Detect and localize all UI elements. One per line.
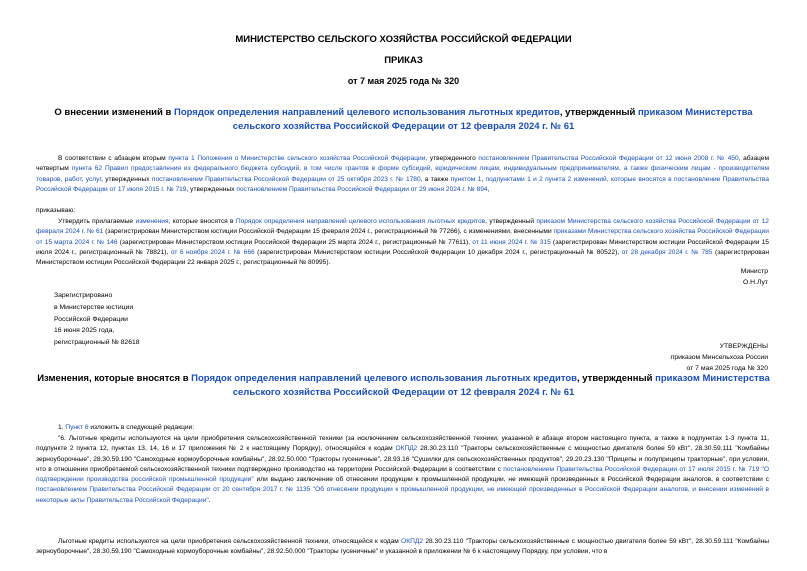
registration-block — [54, 290, 140, 349]
link-order-785[interactable]: от 28 декабря 2024 г. № 785 — [621, 248, 713, 256]
orders-word: приказываю: — [36, 207, 76, 214]
approve-text: (зарегистрирован Министерством юстиции Российской Федерации 10 декабря 2024 г., регистрационный № 80522), — [254, 248, 622, 256]
order-date-number: от 7 мая 2025 года № 320 — [347, 76, 460, 86]
link-procedure[interactable]: Порядок определения направлений целевого использования льготных кредитов — [235, 218, 486, 225]
item-number: 1. — [58, 424, 66, 431]
preamble-text: , утвержденных — [101, 175, 152, 183]
preamble-text: , абзацем четвертым — [36, 155, 770, 173]
approve-text: , утвержденный — [485, 218, 537, 225]
title-text: , утвержденный — [559, 107, 638, 118]
changes-title-text: , утвержденный — [577, 373, 656, 384]
registration-line: 16 июня 2025 года, — [54, 327, 115, 335]
link-order-146[interactable]: приказами Министерства сельского хозяйства Российской Федерации от 15 марта 2024 г. № 146 — [36, 228, 769, 246]
approved-line: от 7 мая 2025 года № 320 — [686, 365, 768, 372]
approve-text: (зарегистрирован Министерством юстиции Российской Федерации 15 февраля 2024 г., регистрационный № 77266), с изменениями, внесенными — [103, 228, 554, 236]
approve-text: (зарегистрирован Министерством юстиции Российской Федерации 22 января 2025 г., регистрационный № 80995). — [36, 248, 770, 267]
approved-block — [671, 341, 768, 374]
approve-text: (зарегистрирован Министерством юстиции Российской Федерации 25 марта 2024 г., регистрационный № 77611), — [117, 238, 473, 246]
link-okpd2[interactable]: ОКПД2 — [395, 445, 418, 453]
approve-paragraph — [36, 217, 769, 268]
link-order-61[interactable]: приказом Министерства сельского хозяйства Российской Федерации от 12 февраля 2024 г. № 61 — [36, 218, 769, 236]
changes-title — [30, 372, 777, 400]
quote-text: 28.30.23.110 "Тракторы сельскохозяйственные с мощностью двигателя более 59 кВт", 28.30.59.111 "Комбайны зерноуборочные", 28.30.59.190 "Самоходные кормоуборочные комбайны", 28.92.50.000 "Тракторы гусеничные" и указанной в приложении № 6 к настоящему Порядку, при условии, что в — [36, 538, 770, 556]
signature-block — [741, 266, 768, 288]
link-resolution-1135[interactable]: постановлением Правительства Российской Федерации от 20 сентября 2017 г. № 1135 "Об отнесении продукции к промышленной продукции, не имеющей произведенных в Российской Федерации аналогов, и внесении изменений в некоторые акты Правительства Российской Федерации" — [36, 486, 769, 504]
changes-link-procedure[interactable]: Порядок определения направлений целевого использования льготных кредитов — [191, 373, 577, 384]
link-resolution-1780[interactable]: постановлением Правительства Российской Федерации от 25 октября 2023 г. № 1780 — [151, 175, 421, 183]
preamble-text: , утвержденного — [425, 155, 479, 162]
preamble-text: , — [487, 185, 490, 193]
title-link-order-61[interactable]: приказом Министерства сельского хозяйства Российской Федерации от 12 февраля 2024 г. № 61 — [232, 107, 753, 132]
link-point-6[interactable]: Пункт 6 — [65, 424, 89, 431]
link-order-315[interactable]: от 11 июня 2024 г. № 315 — [472, 238, 551, 246]
changes-title-text: Изменения, которые вносятся в — [37, 373, 192, 384]
approve-text: Утвердить прилагаемые — [58, 218, 136, 225]
preamble-text: В соответствии с абзацем вторым — [58, 155, 169, 162]
quote-text: Льготные кредиты используются на цели приобретения сельскохозяйственной техники, относящейся к кодам — [58, 538, 402, 545]
quote-paragraph — [36, 434, 769, 506]
registration-line: Зарегистрировано — [54, 292, 113, 299]
link-resolution-450[interactable]: постановлением Правительства Российской Федерации от 12 июня 2008 г. № 450 — [478, 155, 739, 162]
quote-text: 28.30.23.110 "Тракторы сельскохозяйственные с мощностью двигателя более 59 кВт", 28.30.59.111 "Комбайны зерноуборочные", 28.30.59.190 "Самоходные кормоуборочные комбайны", 28.92.50.000 "Тракторы гусеничные", 28.93.16 "Сушилки для сельскохозяйственных продуктов", 29.20.23.130 "Прицепы и полуприцепы тракторные", при условии, что в отношении приобретаемой сельскохозяйственной техники подтверждено производство на территории Российской Федерации в соответствии с — [36, 445, 769, 473]
approve-text: (зарегистрирован Министерством юстиции Российской Федерации 15 июля 2024 г., регистрационный № 78821), — [36, 238, 769, 256]
link-changes[interactable]: изменения — [135, 218, 169, 225]
item-1 — [36, 423, 769, 433]
ministry-heading: МИНИСТЕРСТВО СЕЛЬСКОГО ХОЗЯЙСТВА РОССИЙСКОЙ ФЕДЕРАЦИИ — [235, 34, 572, 45]
link-subpoints-1-2[interactable]: подпунктами 1 и 2 пункта 2 изменений, которые вносятся в постановление Правительства Российской Федерации от 17 июля 2015 г. № 719 — [36, 175, 770, 193]
link-ministry-regulation[interactable]: пункта 1 Положения о Министерстве сельского хозяйства Российской Федерации — [168, 155, 426, 162]
title-link-procedure[interactable]: Порядок определения направлений целевого использования льготных кредитов — [173, 107, 560, 118]
approve-text: , которые вносятся в — [168, 218, 236, 225]
changes-link-order-61[interactable]: приказом Министерства сельского хозяйства Российской Федерации от 12 февраля 2024 г. № 61 — [232, 373, 770, 398]
signature-role: Министр — [740, 268, 768, 275]
preamble-text: , утвержденных — [186, 185, 237, 193]
link-resolution-894[interactable]: постановлением Правительства Российской Федерации от 29 июня 2024 г. № 894 — [236, 185, 488, 193]
doc-type-heading: ПРИКАЗ — [384, 55, 423, 66]
quote-text: или выдано заключение об отнесении продукции к промышленной продукции, не имеющей произведенных в Российской Федерации аналогов, в соответствии с — [253, 476, 769, 484]
link-subsidy-rules[interactable]: пункта 62 Правил предоставления из федерального бюджета субсидий, в том числе грантов в форме субсидий, юридическим лицам, индивидуальным предпринимателям, а также физическим лицам - производителям товаров, работ, услуг — [36, 165, 770, 183]
registration-line: Российской Федерации — [54, 315, 128, 323]
quote-text: "6. Льготные кредиты используются на цели приобретения сельскохозяйственной техники (за исключением сельскохозяйственной техники, указанной в абзаце втором настоящего пункта, а также в подпунктах 1-3 пункта 11, подпункте 2 пункта 12, пунктах 13, 14, 16 и 17 приложения № 2 к настоящему Порядку), относящейся к кодам — [36, 435, 769, 453]
title-text: О внесении изменений в — [54, 107, 174, 118]
link-okpd2[interactable]: ОКПД2 — [401, 538, 424, 545]
quote-paragraph-2 — [36, 537, 769, 558]
item-text: изложить в следующей редакции: — [88, 424, 195, 431]
approved-line: приказом Минсельхоза России — [670, 354, 768, 361]
signature-name: О.Н.Лут — [742, 279, 768, 286]
registration-line: в Министерстве юстиции — [54, 303, 134, 311]
preamble-text: , — [481, 175, 486, 183]
preamble-paragraph — [36, 154, 769, 195]
link-resolution-719[interactable]: постановлением Правительства Российской Федерации от 17 июля 2015 г. № 719 "О подтверждении производства российской промышленной продукции" — [36, 465, 769, 484]
quote-text: . — [208, 496, 211, 504]
preamble-text: , а также — [420, 175, 451, 183]
order-title — [50, 106, 757, 134]
link-order-666[interactable]: от 6 ноября 2024 г. № 666 — [170, 248, 255, 256]
registration-line: регистрационный № 82618 — [54, 339, 140, 347]
approved-line: УТВЕРЖДЕНЫ — [719, 343, 768, 350]
link-point-1[interactable]: пунктом 1 — [450, 175, 482, 183]
